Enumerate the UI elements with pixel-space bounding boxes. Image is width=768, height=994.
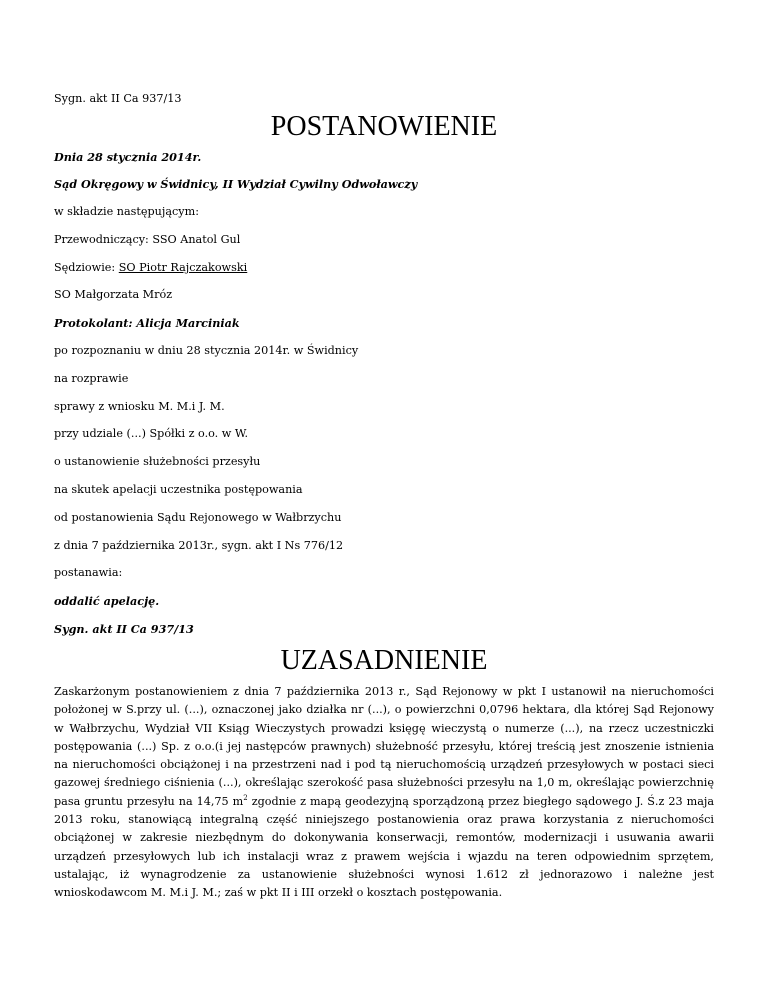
case-parties: sprawy z wniosku M. M.i J. M. (54, 400, 225, 413)
square-meter-superscript: 2 (243, 793, 248, 802)
decides-label: postanawia: (54, 566, 123, 579)
presiding-judge: Przewodniczący: SSO Anatol Gul (54, 233, 241, 246)
justification-paragraph (54, 683, 714, 903)
judges-line (54, 261, 247, 275)
verdict: oddalić apelację. (54, 594, 160, 608)
appeal-basis: na skutek apelacji uczestnika postępowania (54, 483, 303, 496)
judges-label: Sędziowie: (54, 261, 119, 274)
case-reference: Sygn. akt II Ca 937/13 (54, 92, 182, 105)
hearing-venue: na rozprawie (54, 372, 129, 385)
justification-text-part2: zgodnie z mapą geodezyjną sporządzoną przez biegłego sądowego J. Ś.z 23 maja 2013 roku, stanowiącą integralną część niniejszego postanowienia oraz prawa korzystania z nieruchomości obciążonej w zakresie niezbędnym do dokonywania konserwacji, remontów, modernizacji i usuwania awarii urządzeń przesyłowych lub ich instalacji wraz z prawem wejścia i wjazdu na teren odpowiednim sprzętem, ustalając, iż wynagrodzenie za ustanowienie służebności wynosi 1.612 zł jednorazowo i należne jest wnioskodawcom M. M.i J. M.; zaś w pkt II i III orzekł o kosztach postępowania. (54, 794, 714, 900)
appealed-ruling-date: z dnia 7 października 2013r., sygn. akt I Ns 776/12 (54, 539, 344, 552)
court-clerk: Protokolant: Alicja Marciniak (54, 316, 240, 330)
page-title: POSTANOWIENIE (270, 111, 498, 142)
decision-date: Dnia 28 stycznia 2014r. (54, 150, 202, 164)
justification-text-part1: Zaskarżonym postanowieniem z dnia 7 października 2013 r., Sąd Rejonowy w pkt I ustanowił na nieruchomości położonej w S.przy ul. (...), oznaczonej jako działka nr (...), o powierzchni 0,0796 hektara, dla której Sąd Rejonowy w Wałbrzychu, Wydział VII Ksiąg Wieczystych prowadzi księgę wieczystą o numerze (...), na rzecz uczestniczki postępowania (...) Sp. z o.o.(i jej następców prawnych) służebność przesyłu, której treścią jest znoszenie istnienia na nieruchomości obciążonej i na przestrzeni nad i pod tą nieruchomością urządzeń przesyłowych w postaci sieci gazowej średniego ciśnienia (...), określając szerokość pasa służebności przesyłu na 1,0 m, określając powierzchnię pasa gruntu przesyłu na 14,75 m (54, 685, 714, 808)
second-judge: SO Małgorzata Mróz (54, 288, 173, 301)
case-participant: przy udziale (...) Spółki z o.o. w W. (54, 427, 249, 440)
composition-intro: w składzie następującym: (54, 205, 199, 218)
judge-link[interactable]: SO Piotr Rajczakowski (118, 261, 248, 274)
justification-title: UZASADNIENIE (280, 645, 488, 676)
appealed-ruling: od postanowienia Sądu Rejonowego w Wałbrzychu (54, 511, 342, 524)
court-name: Sąd Okręgowy w Świdnicy, II Wydział Cywilny Odwoławczy (54, 177, 418, 191)
case-subject: o ustanowienie służebności przesyłu (54, 455, 261, 468)
hearing-info: po rozpoznaniu w dniu 28 stycznia 2014r. w Świdnicy (54, 344, 359, 357)
justification-reference: Sygn. akt II Ca 937/13 (54, 622, 194, 636)
